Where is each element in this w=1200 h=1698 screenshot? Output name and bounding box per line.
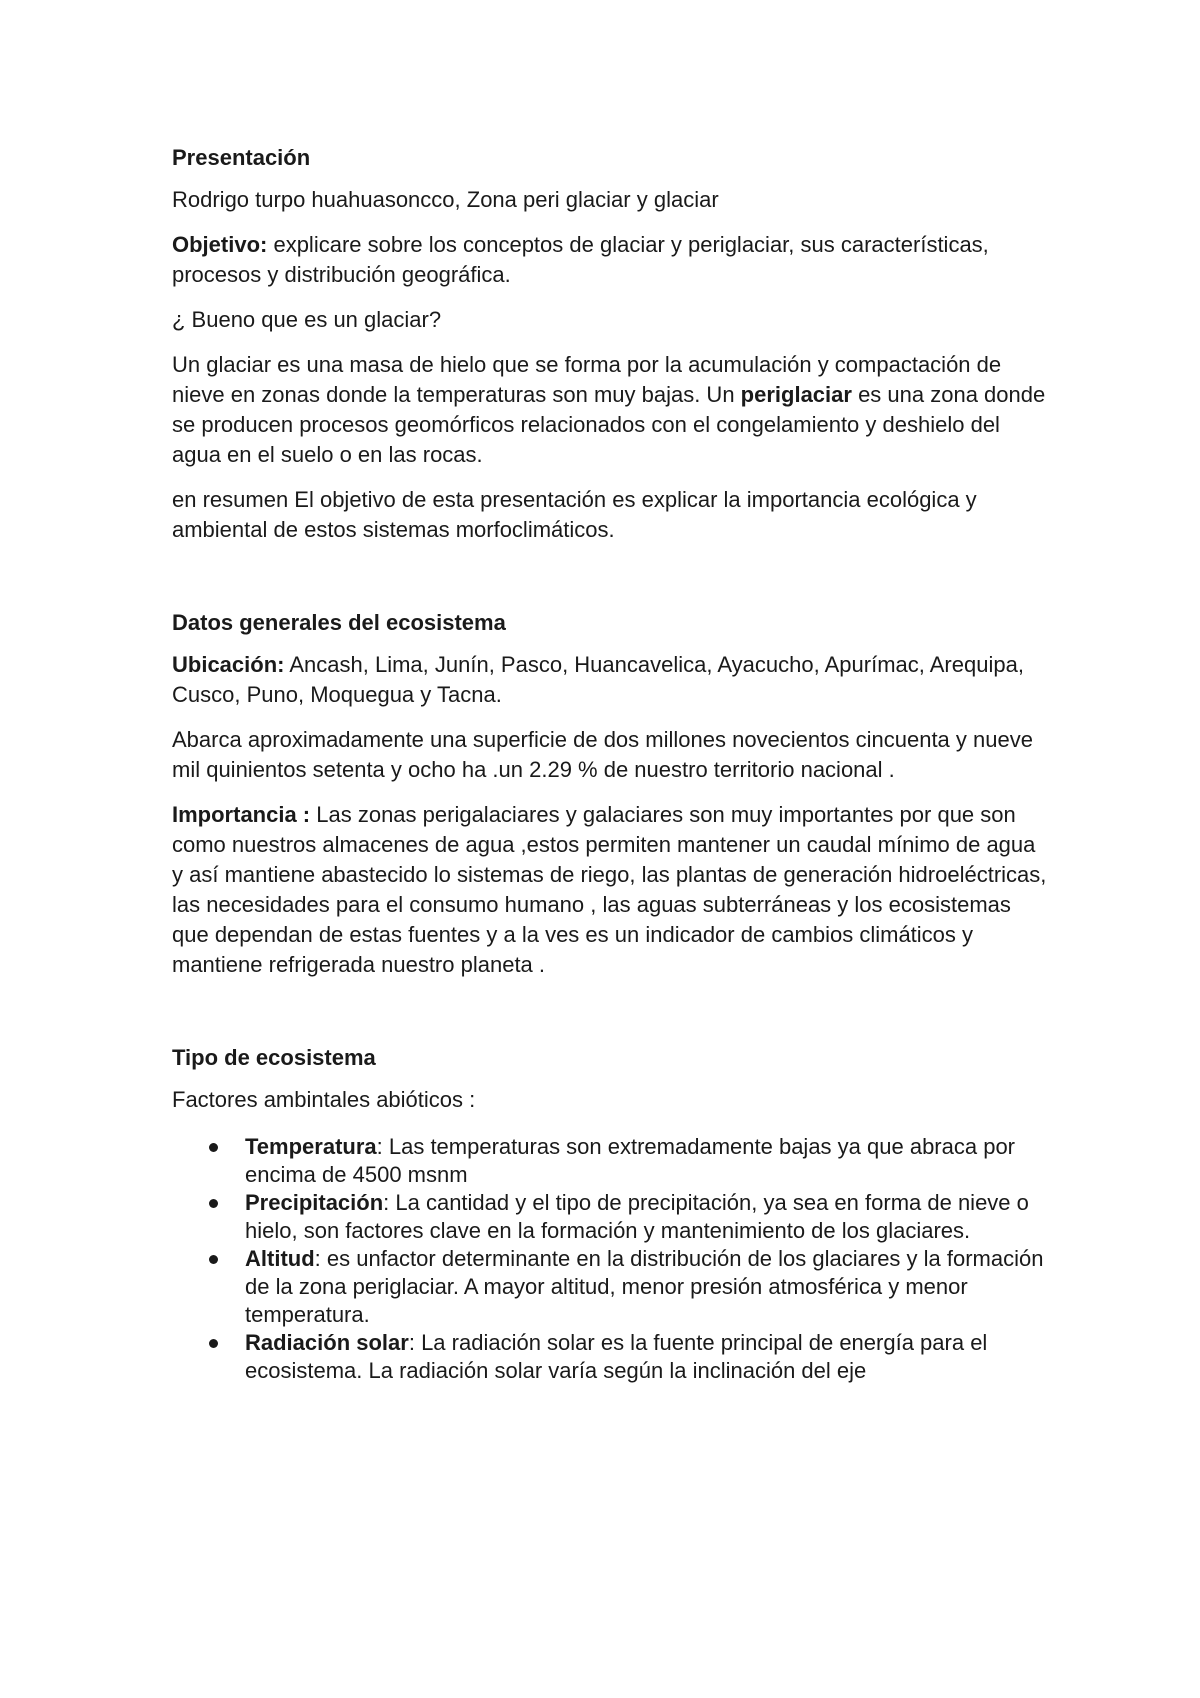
importancia-paragraph xyxy=(172,800,1052,980)
objetivo-label: Objetivo: xyxy=(172,232,268,257)
importancia-text: Las zonas perigalaciares y galaciares son muy importantes por que son como nuestros almacenes de agua ,estos permiten mantener un caudal mínimo de agua y así mantiene abastecido lo sistemas de riego, las plantas de generación hidroeléctricas, las necesidades para el consumo humano , las aguas subterráneas y los ecosistemas que dependan de estas fuentes y a la ves es un indicador de cambios climáticos y mantiene refrigerada nuestro planeta . xyxy=(172,802,1047,977)
question-line: ¿ Bueno que es un glaciar? xyxy=(172,307,442,332)
definition-text-2: es una zona donde se producen procesos geomórficos relacionados con el congelamiento y deshielo del agua en el suelo o en las rocas. xyxy=(172,382,1046,467)
importancia-label: Importancia : xyxy=(172,802,311,827)
bullet-text: : Las temperaturas son extremadamente bajas ya que abraca por encima de 4500 msnm xyxy=(245,1134,1016,1187)
bullet-icon xyxy=(209,1143,218,1152)
bullet-icon xyxy=(209,1339,218,1348)
bullet-label: Radiación solar xyxy=(245,1330,409,1355)
superficie-paragraph: Abarca aproximadamente una superficie de dos millones novecientos cincuenta y nueve mil quinientos setenta y ocho ha .un 2.29 % de nuestro territorio nacional . xyxy=(172,727,1033,782)
list-item xyxy=(172,1245,1052,1329)
ubicacion-text: Ancash, Lima, Junín, Pasco, Huancavelica, Ayacucho, Apurímac, Arequipa, Cusco, Puno, Moquegua y Tacna. xyxy=(172,652,1024,707)
bullet-label: Altitud xyxy=(245,1246,315,1271)
list-item xyxy=(172,1189,1052,1245)
author-line: Rodrigo turpo huahuasoncco, Zona peri glaciar y glaciar xyxy=(172,187,719,212)
bullet-icon xyxy=(209,1255,218,1264)
bullet-label: Precipitación xyxy=(245,1190,384,1215)
heading-tipo-ecosistema: Tipo de ecosistema xyxy=(172,1045,376,1070)
objetivo-paragraph xyxy=(172,230,1052,290)
factores-bullet-list xyxy=(172,1133,1052,1385)
objetivo-text: explicare sobre los conceptos de glaciar y periglaciar, sus características, procesos y distribución geográfica. xyxy=(172,232,989,287)
document-body xyxy=(172,143,1052,1385)
bullet-text: : La cantidad y el tipo de precipitación, ya sea en forma de nieve o hielo, son factores clave en la formación y mantenimiento de los glaciares. xyxy=(245,1190,1029,1243)
bullet-label: Temperatura xyxy=(245,1134,377,1159)
definition-bold-term: periglaciar xyxy=(740,382,852,407)
ubicacion-paragraph xyxy=(172,650,1052,710)
section-spacer xyxy=(172,560,1052,608)
summary-paragraph: en resumen El objetivo de esta presentación es explicar la importancia ecológica y ambiental de estos sistemas morfoclimáticos. xyxy=(172,487,977,542)
definition-paragraph xyxy=(172,350,1052,470)
ubicacion-label: Ubicación: xyxy=(172,652,285,677)
list-item xyxy=(172,1133,1052,1189)
section-spacer xyxy=(172,995,1052,1043)
list-item xyxy=(172,1329,1052,1385)
bullet-text: : La radiación solar es la fuente principal de energía para el ecosistema. La radiación solar varía según la inclinación del eje xyxy=(245,1330,988,1383)
heading-presentacion: Presentación xyxy=(172,145,311,170)
bullet-text: : es unfactor determinante en la distribución de los glaciares y la formación de la zona periglaciar. A mayor altitud, menor presión atmosférica y menor temperatura. xyxy=(245,1246,1044,1327)
bullet-icon xyxy=(209,1199,218,1208)
heading-datos-generales: Datos generales del ecosistema xyxy=(172,610,506,635)
factores-line: Factores ambintales abióticos : xyxy=(172,1087,476,1112)
definition-text-1: Un glaciar es una masa de hielo que se forma por la acumulación y compactación de nieve en zonas donde la temperaturas son muy bajas. Un xyxy=(172,352,1002,407)
